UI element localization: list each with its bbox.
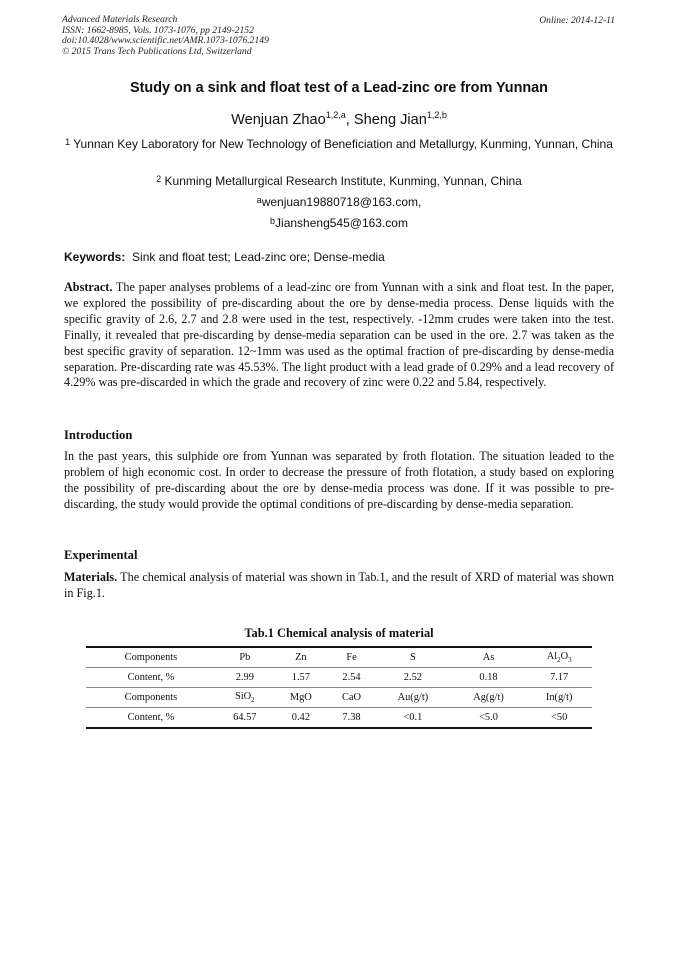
table-row	[86, 688, 592, 708]
affiliation-text: Yunnan Key Laboratory for New Technology of Beneficiation and Metallurgy, Kunming, Yunnan, China	[73, 137, 613, 151]
email-link[interactable]: Jiansheng545@163.com	[275, 216, 408, 230]
affiliation-2	[64, 175, 614, 189]
abstract-label: Abstract.	[64, 280, 113, 294]
formula-part: SiO	[234, 690, 252, 702]
chemical-analysis-table	[86, 646, 592, 729]
issn-line: ISSN: 1662-8985, Vols. 1073-1076, pp 2149-2152	[62, 24, 254, 36]
formula-subscript: 2	[557, 656, 561, 665]
email-sup: a	[256, 195, 262, 205]
doi-line[interactable]: doi:10.4028/www.scientific.net/AMR.1073-1076.2149	[62, 35, 269, 47]
author-affiliation-sup: 1,2,a	[325, 110, 346, 120]
copyright-line: © 2015 Trans Tech Publications Ltd, Switzerland	[62, 45, 252, 57]
author-name: Wenjuan Zhao	[231, 112, 326, 128]
materials-paragraph	[64, 570, 614, 602]
table-cell: 2.99	[216, 668, 274, 688]
affiliation-1	[64, 138, 614, 152]
email-b	[64, 217, 614, 231]
abstract	[64, 280, 614, 391]
author-line	[0, 112, 678, 128]
introduction-heading: Introduction	[64, 428, 133, 442]
table-cell: 2.54	[328, 668, 375, 688]
table-cell: 0.18	[451, 668, 527, 688]
author-affiliation-sup: 1,2,b	[426, 110, 447, 120]
table-row	[86, 708, 592, 729]
table-header-cell: Ag(g/t)	[451, 688, 527, 708]
keywords	[64, 250, 385, 264]
table-cell: <0.1	[375, 708, 451, 729]
journal-name: Advanced Materials Research	[62, 14, 178, 25]
table-cell: 0.42	[274, 708, 328, 729]
formula-part: O	[560, 650, 569, 662]
table-header-cell: S	[375, 647, 451, 668]
author-separator: ,	[345, 112, 354, 128]
affiliation-sup: 2	[156, 174, 162, 184]
table-header-cell: In(g/t)	[526, 688, 592, 708]
table-cell: 2.52	[375, 668, 451, 688]
materials-text: The chemical analysis of material was shown in Tab.1, and the result of XRD of material was shown in Fig.1.	[64, 570, 614, 600]
table-header-cell: CaO	[328, 688, 375, 708]
table-header-cell: As	[451, 647, 527, 668]
table-cell: 7.17	[526, 668, 592, 688]
table-header-cell: Au(g/t)	[375, 688, 451, 708]
keywords-text: Sink and float test; Lead-zinc ore; Dense-media	[132, 250, 385, 264]
affiliation-text: Kunming Metallurgical Research Institute, Kunming, Yunnan, China	[164, 174, 522, 188]
author-name: Sheng Jian	[353, 112, 427, 128]
table-cell: 7.38	[328, 708, 375, 729]
table-cell: Content, %	[86, 668, 216, 688]
email-sup: b	[270, 216, 276, 226]
table-header-cell: Components	[86, 647, 216, 668]
table-header-cell: Pb	[216, 647, 274, 668]
table-cell: <5.0	[451, 708, 527, 729]
table-header-cell: MgO	[274, 688, 328, 708]
formula-part: Al	[546, 650, 558, 662]
table-row	[86, 647, 592, 668]
email-a	[64, 196, 614, 210]
email-link[interactable]: wenjuan19880718@163.com,	[261, 195, 422, 209]
materials-label: Materials.	[64, 570, 118, 584]
journal-header	[62, 15, 269, 57]
paper-title: Study on a sink and float test of a Lead-zinc ore from Yunnan	[130, 80, 548, 96]
table-caption: Tab.1 Chemical analysis of material	[244, 626, 434, 640]
introduction-text: In the past years, this sulphide ore from Yunnan was separated by froth flotation. The situation leaded to the problem of high economic cost. In order to decrease the pressure of froth flotation, a study based on exploring the possibility of pre-discarding about the ore by dense-media process was done. If it was possible to pre-discarding, the study would provide the optimal conditions of pre-discarding by dense-media separation.	[64, 449, 614, 511]
table-row	[86, 668, 592, 688]
affiliation-sup: 1	[65, 137, 71, 147]
online-date: Online: 2014-12-11	[539, 15, 615, 26]
abstract-text: The paper analyses problems of a lead-zinc ore from Yunnan with a sink and float test. In the paper, we explored the possibility of pre-discarding about the ore by dense-media process. Dense liquids with the specific gravity of 2.6, 2.7 and 2.8 were used in the test, respectively. -12mm crudes were taken into the test. Finally, it revealed that pre-discarding by dense-media separation can be used in the ore. 2.7 was taken as the best specific gravity of separation. 12~1mm was used as the optimal fraction of pre-discarding by dense-media separation. Pre-discarding rate was 45.53%. The light product with a lead grade of 0.29% and a lead recovery of 4.29% was pre-discarded in which the grade and recovery of zinc were 0.22 and 5.84, respectively.	[64, 280, 614, 390]
table-header-cell: Components	[86, 688, 216, 708]
experimental-heading: Experimental	[64, 548, 138, 562]
table-header-cell: Fe	[328, 647, 375, 668]
formula-subscript: 3	[568, 656, 572, 665]
table-cell: <50	[526, 708, 592, 729]
table-header-cell	[526, 647, 592, 668]
table-cell: 1.57	[274, 668, 328, 688]
keywords-label: Keywords:	[64, 250, 126, 264]
table-cell: 64.57	[216, 708, 274, 729]
table-header-cell: Zn	[274, 647, 328, 668]
formula-subscript: 2	[251, 696, 255, 705]
table-header-cell	[216, 688, 274, 708]
table-cell: Content, %	[86, 708, 216, 729]
